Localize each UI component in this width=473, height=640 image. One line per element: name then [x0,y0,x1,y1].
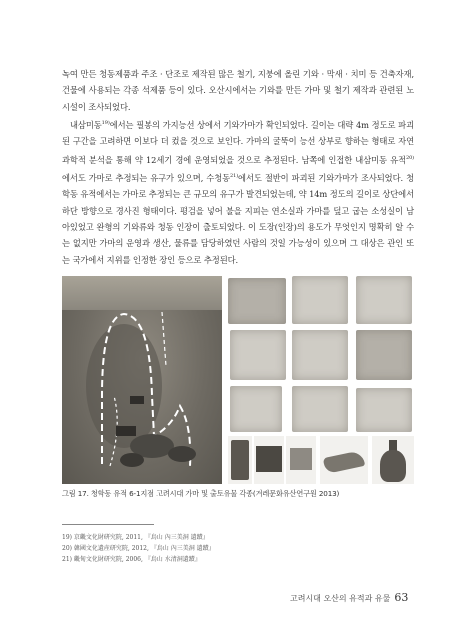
paragraph-1: 녹여 만든 청동제품과 주조 · 단조로 제작된 많은 철기, 지붕에 올린 기와 · 막새 · 치미 등 건축자재, 건물에 사용되는 각종 석제품 등이 있다. 오산시에서는 기와를 만든 가마 및 철기 제작과 관련된 노시설이 조사되었다. [62,69,414,112]
paragraph-2-part-d: 에서도 절반이 파괴된 기와가마가 조사되었다. 청학동 유적에서는 가마로 추정되는 큰 규모의 유구가 발견되었는데, 약 14m 정도의 길이로 상단에서 하단 방향으로 경사진 형태이다. 평검을 넣어 불을 지피는 연소실과 가마를 덮고 굽는 소성실이 남아있었고 완형의 기와류와 청동 인장이 출토되었다. 이 도장(인장)의 용도가 무엇인지 명확히 알 수는 없지만 가마의 운영과 생산, 물류를 담당하였던 사람의 것일 가능성이 있으며 그 대상은 관인 또는 국가에서 지위를 인정한 장인 등으로 추정된다. [62,172,414,265]
bottle-vessel-photo [372,436,414,484]
paragraph-2 [62,115,414,268]
roof-tile-photo-grid [228,276,414,432]
footnote-ref-20: 20) [405,154,414,161]
roof-tile-photo [292,276,348,324]
bronze-seal-photo [228,436,252,484]
kiln-excavation-photo [62,276,222,484]
figure-caption: 그림 17. 청학동 유적 6-1지점 고려시대 가마 및 출토유물 각종(겨레문화유산연구원 2013) [62,489,340,498]
paragraph-2-part-c: 에서도 가마로 추정되는 유구가 있으며, 수청동 [62,172,231,183]
bronze-seal-face-photo [254,436,284,484]
footnote-ref-21: 21) [230,172,239,179]
roof-tile-photo [230,330,286,380]
page-footer [290,591,430,604]
footnote-21: 21) 畿甸文化財研究院, 2006, 『烏山 水清洞遺蹟』 [62,556,201,563]
footnote-20: 20) 韓國文化遺産研究院, 2012, 『烏山 內三美洞 遺蹟』 [62,545,215,552]
roof-tile-photo [356,388,412,432]
roof-tile-photo [356,276,412,324]
running-title: 고려시대 오산의 유적과 유물 [290,594,391,603]
roof-tile-photo [292,386,348,432]
roof-tile-photo [292,330,348,380]
roof-tile-photo [356,330,412,380]
body-text [62,66,414,268]
footnote-19: 19) 京畿文化財硏究院, 2011, 『烏山 內三美洞 遺蹟』 [62,534,209,541]
seal-impression-photo [286,436,316,484]
kiln-outline-drawing [62,276,222,484]
page-number: 63 [394,591,409,604]
footnote-divider [62,524,154,525]
roof-tile-photo [228,278,286,324]
roof-tile-photo [230,386,282,432]
pottery-sherd-photo [320,436,368,484]
footnotes [62,532,215,565]
figure-17 [62,276,414,488]
paragraph-2-part-a: 내삼미동 [70,119,102,130]
footnote-ref-19: 19) [101,120,110,127]
paragraph-2-part-b: 에서는 필봉의 가지능선 상에서 기와가마가 확인되었다. 길이는 대략 4m 정도로 파괴된 구간을 고려하면 이보다 더 컸을 것으로 보인다. 가마의 굴뚝이 능선 상부로 향하는 형태로 자연과학적 분석을 통해 약 12세기 경에 운영되었을 것으로 추정된다. 남쪽에 인접한 내삼미동 유적 [62,119,414,165]
